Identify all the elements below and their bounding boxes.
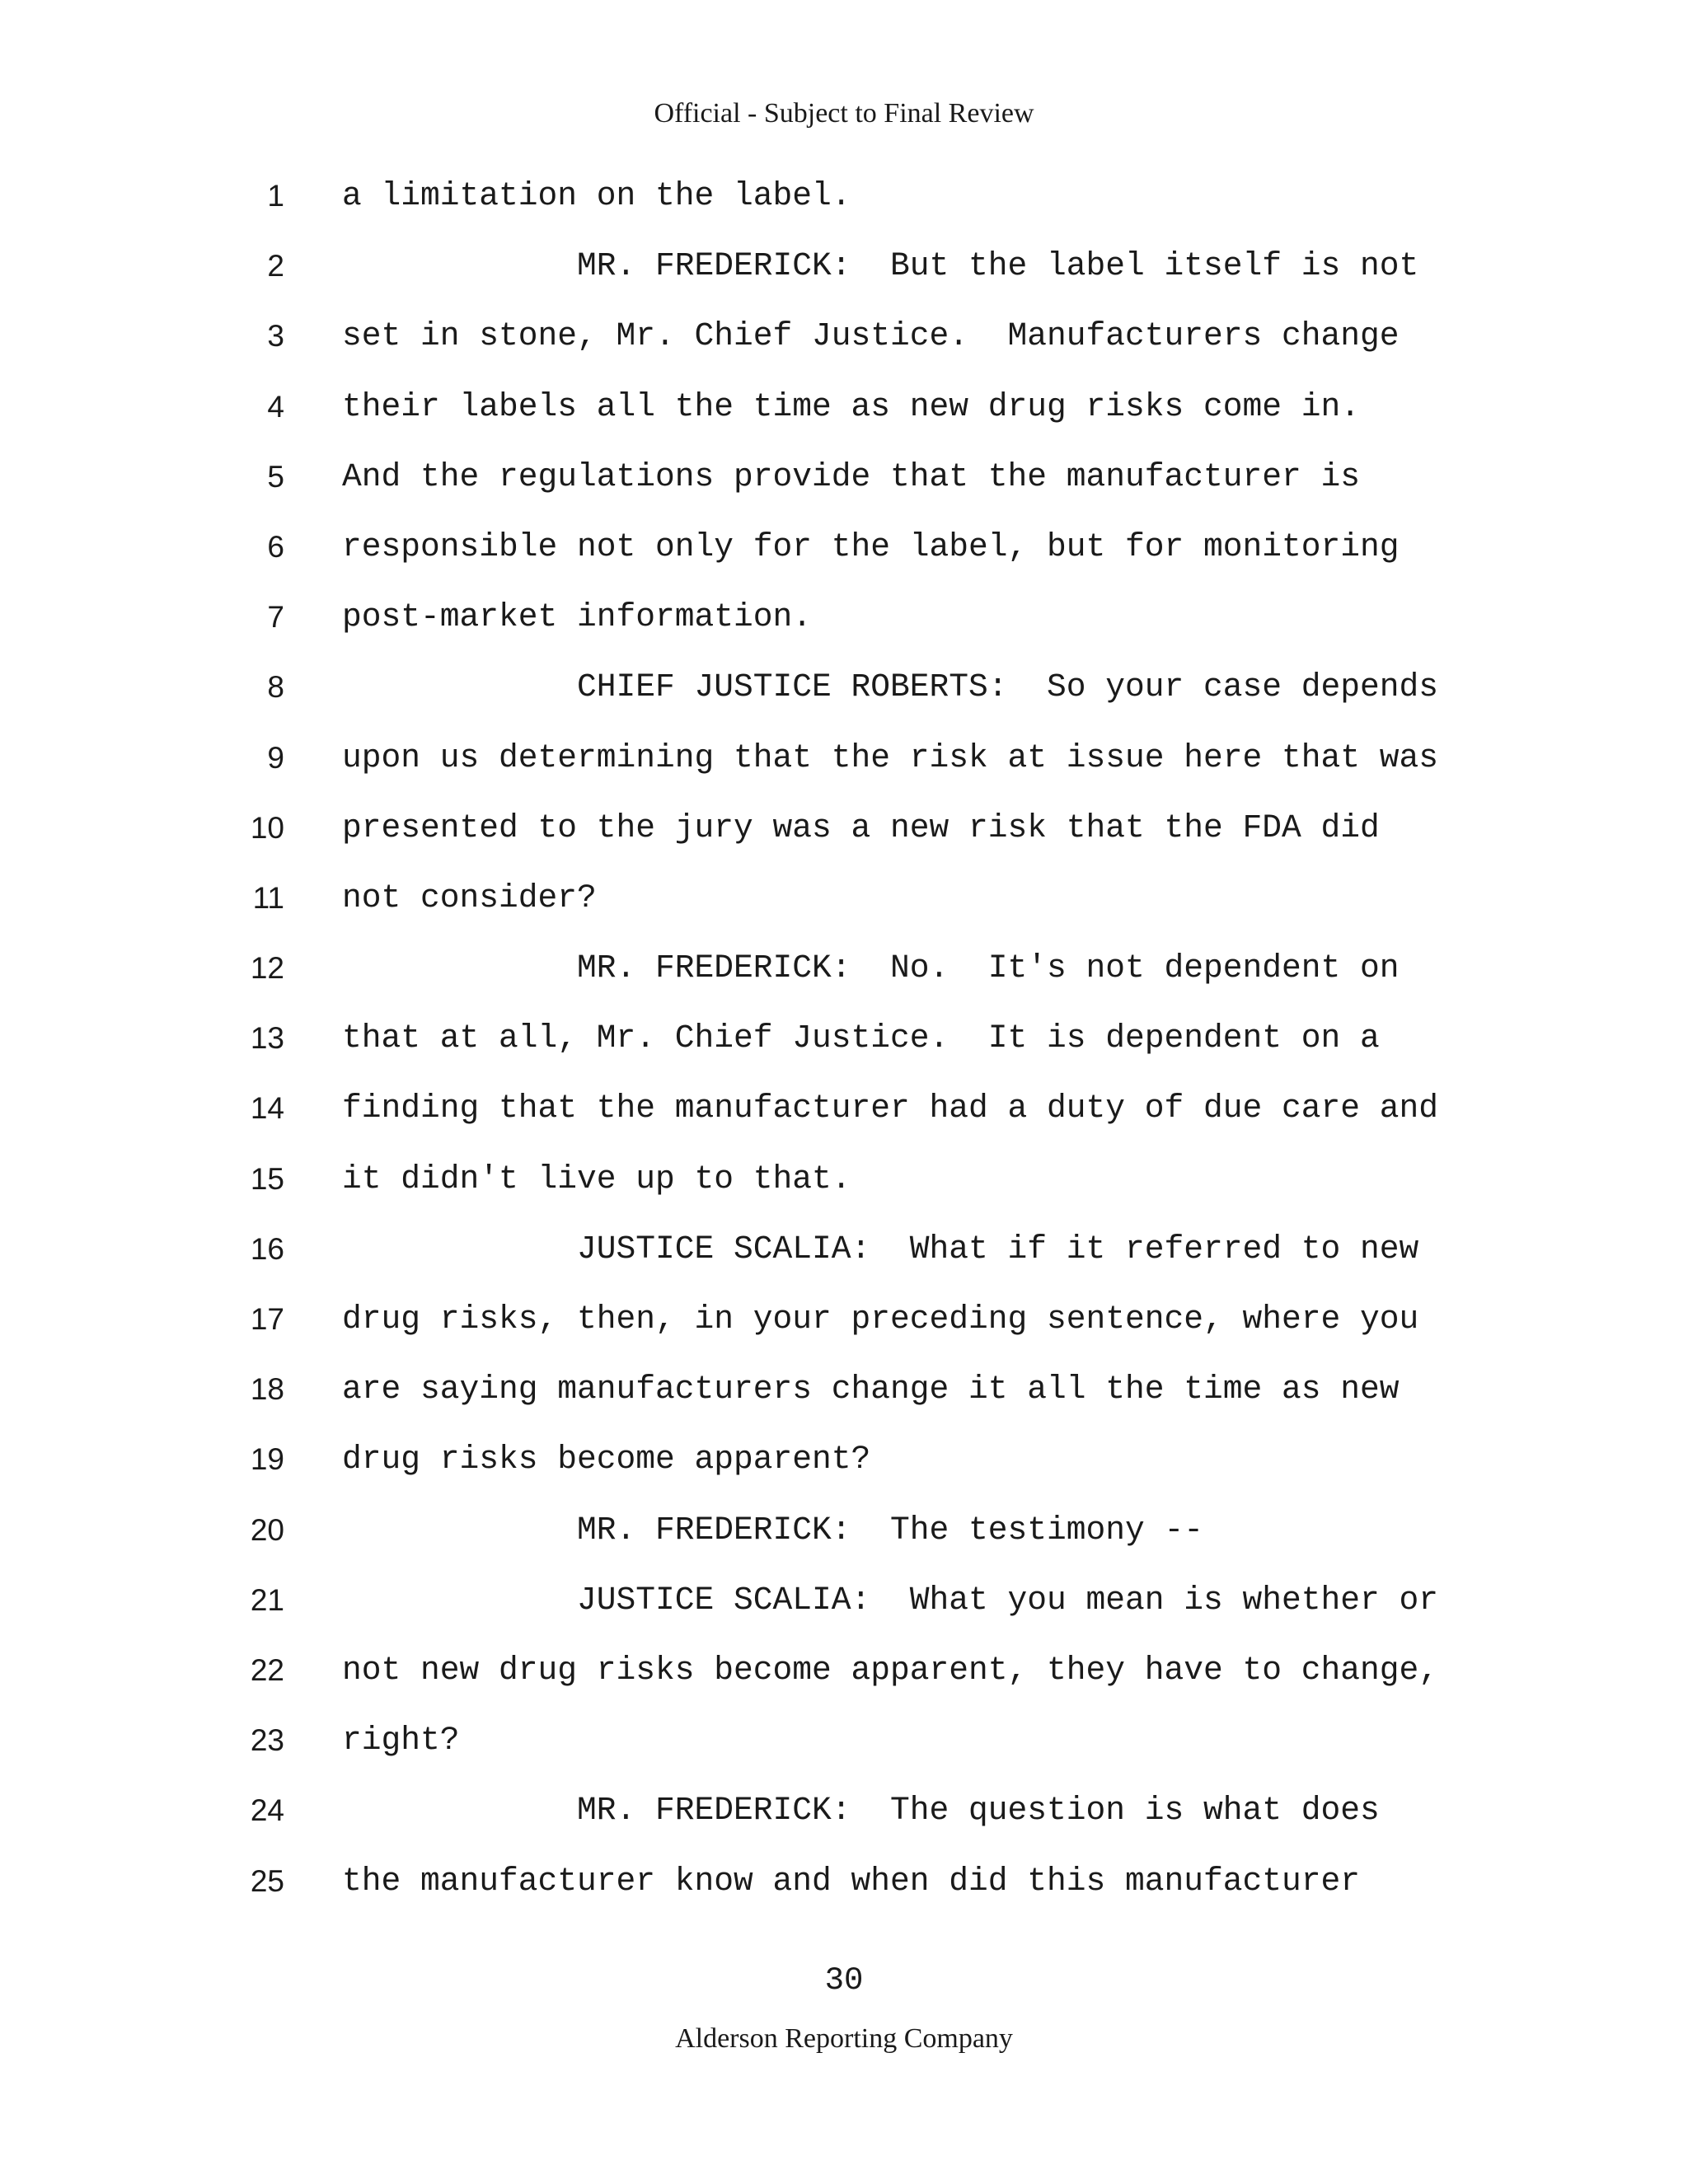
line-number: 3 (267, 319, 284, 354)
line-number: 2 (267, 249, 284, 284)
line-text: CHIEF JUSTICE ROBERTS: So your case depends (577, 668, 1439, 706)
transcript-line (0, 241, 1688, 311)
page-number: 30 (824, 1962, 864, 1999)
transcript-line (0, 1785, 1688, 1855)
transcript-line (0, 311, 1688, 381)
line-text: the manufacturer know and when did this manufacturer (342, 1862, 1361, 1900)
line-number: 4 (267, 389, 284, 424)
line-number: 9 (267, 740, 284, 775)
transcript-line (0, 452, 1688, 522)
line-text: responsible not only for the label, but for monitoring (342, 527, 1400, 565)
line-text: JUSTICE SCALIA: What you mean is whether or (577, 1581, 1439, 1619)
transcript-line (0, 1294, 1688, 1364)
line-text: upon us determining that the risk at issue here that was (342, 738, 1439, 776)
line-text: MR. FREDERICK: The question is what does (577, 1792, 1380, 1830)
transcript-line (0, 382, 1688, 452)
transcript-line (0, 943, 1688, 1013)
line-number: 24 (250, 1793, 284, 1828)
line-number: 17 (250, 1302, 284, 1336)
transcript-line (0, 592, 1688, 662)
line-number: 21 (250, 1582, 284, 1617)
transcript-line (0, 803, 1688, 873)
page-header: Official - Subject to Final Review (654, 98, 1034, 129)
transcript-line (0, 1715, 1688, 1785)
line-text: right? (342, 1722, 460, 1760)
transcript-line (0, 1575, 1688, 1645)
line-text: presented to the jury was a new risk that the FDA did (342, 808, 1380, 846)
line-text: JUSTICE SCALIA: What if it referred to new (577, 1230, 1419, 1268)
transcript-line (0, 1154, 1688, 1224)
line-text: drug risks, then, in your preceding sentence, where you (342, 1301, 1419, 1338)
line-text: a limitation on the label. (342, 177, 851, 214)
line-text: that at all, Mr. Chief Justice. It is dependent on a (342, 1019, 1380, 1057)
line-number: 18 (250, 1372, 284, 1407)
transcript-line (0, 1856, 1688, 1926)
line-number: 8 (267, 670, 284, 705)
line-text: are saying manufacturers change it all the time as new (342, 1371, 1400, 1408)
line-number: 20 (250, 1512, 284, 1547)
transcript-line (0, 1645, 1688, 1715)
line-number: 1 (267, 179, 284, 213)
transcript-line (0, 1224, 1688, 1294)
line-text: MR. FREDERICK: But the label itself is not (577, 247, 1419, 285)
line-number: 7 (267, 600, 284, 635)
line-number: 23 (250, 1723, 284, 1758)
transcript-line (0, 1505, 1688, 1575)
transcript-line (0, 1083, 1688, 1153)
transcript-line (0, 733, 1688, 803)
line-text: MR. FREDERICK: No. It's not dependent on (577, 949, 1400, 987)
line-text: not consider? (342, 879, 597, 916)
line-text: it didn't live up to that. (342, 1160, 851, 1197)
line-number: 5 (267, 459, 284, 494)
line-number: 12 (250, 951, 284, 986)
line-text: And the regulations provide that the manufacturer is (342, 457, 1361, 495)
line-number: 15 (250, 1161, 284, 1196)
line-number: 14 (250, 1091, 284, 1126)
transcript-line (0, 1364, 1688, 1434)
line-text: finding that the manufacturer had a duty of due care and (342, 1090, 1439, 1127)
line-number: 16 (250, 1231, 284, 1266)
line-number: 6 (267, 529, 284, 564)
transcript-line (0, 1013, 1688, 1083)
transcript-body (0, 171, 1688, 1926)
line-text: not new drug risks become apparent, they have to change, (342, 1651, 1439, 1689)
line-number: 22 (250, 1652, 284, 1687)
line-number: 19 (250, 1442, 284, 1477)
line-number: 25 (250, 1863, 284, 1898)
transcript-line (0, 1434, 1688, 1504)
line-number: 10 (250, 810, 284, 845)
line-text: their labels all the time as new drug risks come in. (342, 387, 1361, 425)
line-number: 11 (252, 880, 284, 915)
line-number: 13 (250, 1021, 284, 1056)
transcript-line (0, 873, 1688, 943)
transcript-line (0, 662, 1688, 732)
page-footer: Alderson Reporting Company (675, 2023, 1013, 2054)
transcript-line (0, 522, 1688, 592)
line-text: set in stone, Mr. Chief Justice. Manufacturers change (342, 317, 1400, 355)
line-text: drug risks become apparent? (342, 1441, 871, 1479)
transcript-line (0, 171, 1688, 241)
line-text: MR. FREDERICK: The testimony -- (577, 1511, 1204, 1549)
line-text: post-market information. (342, 598, 813, 636)
